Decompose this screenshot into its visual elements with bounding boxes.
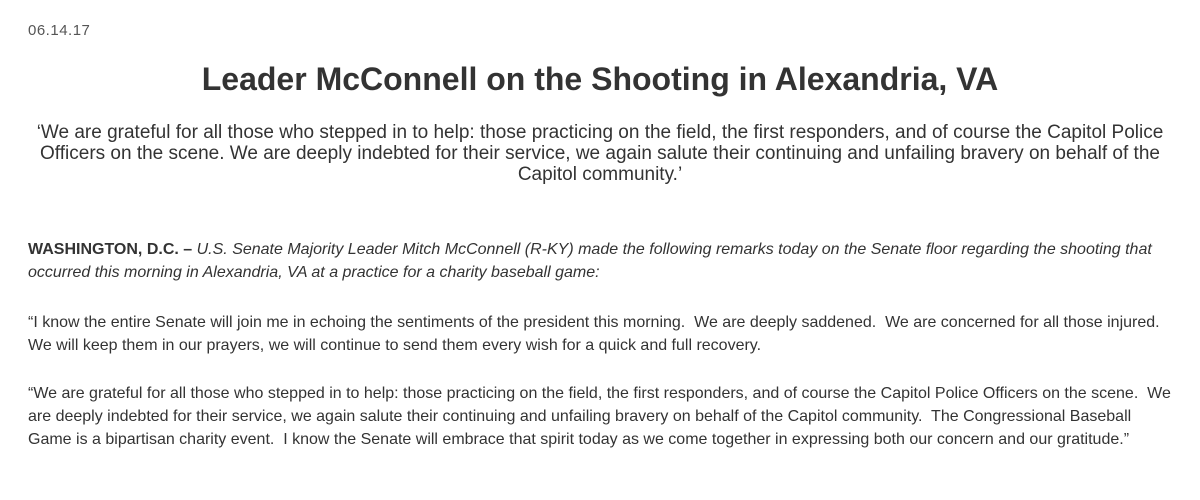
- intro-text: U.S. Senate Majority Leader Mitch McConnell (R-KY) made the following remarks today on the Senate floor regarding the shooting that occurred this morning in Alexandria, VA at a practice for a charity baseball game:: [28, 241, 1152, 281]
- publish-date: 06.14.17: [28, 22, 91, 39]
- intro-paragraph: [28, 238, 1178, 284]
- quote-paragraph-1: “I know the entire Senate will join me in echoing the sentiments of the president this morning. We are deeply saddened. We are concerned for all those injured. We will keep them in our prayers, we will continue to send them every wish for a quick and full recovery.: [28, 314, 1169, 354]
- pull-quote: ‘We are grateful for all those who stepped in to help: those practicing on the field, the first responders, and of course the Capitol Police Officers on the scene. We are deeply indebted for their service, we again salute their continuing and unfailing bravery on behalf of the Capitol community.’: [36, 122, 1164, 185]
- page-title: Leader McConnell on the Shooting in Alexandria, VA: [201, 61, 999, 97]
- dateline: WASHINGTON, D.C. –: [28, 241, 193, 258]
- quote-paragraph-2: “We are grateful for all those who stepped in to help: those practicing on the field, the first responders, and of course the Capitol Police Officers on the scene. We are deeply indebted for their service, we again salute their continuing and unfailing bravery on behalf of the Capitol community. The Congressional Baseball Game is a bipartisan charity event. I know the Senate will embrace that spirit today as we come together in expressing both our concern and our gratitude.”: [28, 385, 1176, 448]
